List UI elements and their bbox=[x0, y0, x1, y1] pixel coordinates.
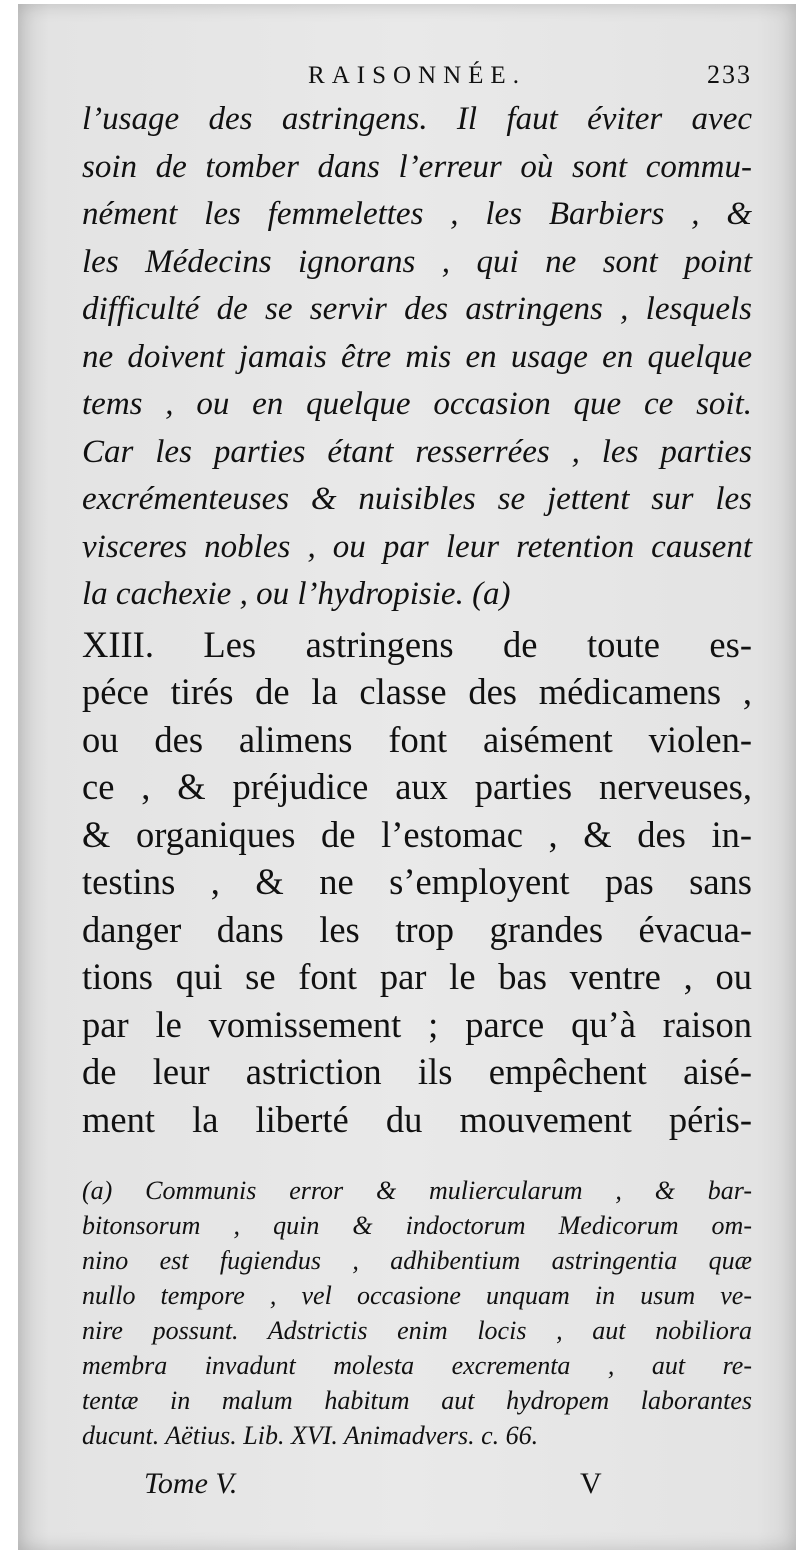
text-line: excrémenteuses & nuisibles se jettent sur les bbox=[82, 481, 752, 517]
text-line: ment la liberté du mouvement péris- bbox=[82, 1098, 752, 1140]
footnote-line: tentæ in malum habitum aut hydropem laborantes bbox=[82, 1386, 752, 1415]
signature-mark: V bbox=[580, 1467, 602, 1500]
volume-label: Tome V. bbox=[144, 1467, 238, 1500]
text-line: les Médecins ignorans , qui ne sont point bbox=[82, 243, 752, 280]
text-line: ce , & préjudice aux parties nerveuses, bbox=[82, 766, 752, 807]
footnote bbox=[82, 1173, 752, 1453]
footnote-line: nire possunt. Adstrictis enim locis , aut nobiliora bbox=[82, 1316, 752, 1345]
text-line: péce tirés de la classe des médicamens , bbox=[82, 671, 752, 712]
page-footer bbox=[82, 1461, 752, 1511]
footnote-line: membra invadunt molesta excrementa , aut re- bbox=[82, 1351, 752, 1380]
footnote-line: (a) Communis error & muliercularum , & bar- bbox=[82, 1176, 752, 1205]
text-line: testins , & ne s’employent pas sans bbox=[82, 861, 752, 902]
text-line: ne doivent jamais être mis en usage en quelque bbox=[82, 338, 752, 375]
text-line: de leur astriction ils empêchent aisé- bbox=[82, 1051, 752, 1092]
footnote-line: nino est fugiendus , adhibentium astringentia quæ bbox=[82, 1246, 752, 1275]
text-line: visceres nobles , ou par leur retention causent bbox=[82, 528, 752, 565]
italic-paragraph bbox=[82, 96, 752, 619]
text-line: difficulté de se servir des astringens , lesquels bbox=[82, 291, 752, 327]
text-line: ou des alimens font aisément violen- bbox=[82, 718, 752, 760]
page-header bbox=[82, 52, 752, 96]
footnote-line: bitonsorum , quin & indoctorum Medicorum om- bbox=[82, 1211, 752, 1240]
text-line: XIII. Les astringens de toute es- bbox=[82, 623, 752, 665]
text-line: la cachexie , ou l’hydropisie. (a) bbox=[82, 576, 511, 612]
text-line: tions qui se font par le bas ventre , ou bbox=[82, 956, 752, 997]
text-line: Car les parties étant resserrées , les parties bbox=[82, 433, 752, 470]
text-line: tems , ou en quelque occasion que ce soit. bbox=[82, 386, 752, 422]
text-line: l’usage des astringens. Il faut éviter avec bbox=[82, 101, 752, 137]
text-line: par le vomissement ; parce qu’à raison bbox=[82, 1003, 752, 1045]
text-line: nément les femmelettes , les Barbiers , & bbox=[82, 196, 752, 232]
text-line: danger dans les trop grandes évacua- bbox=[82, 908, 752, 950]
footnote-line: ducunt. Aëtius. Lib. XVI. Animadvers. c. 66. bbox=[82, 1421, 539, 1450]
page-number: 233 bbox=[707, 60, 752, 89]
book-page bbox=[18, 4, 796, 1550]
running-head: RAISONNÉE. bbox=[308, 62, 526, 89]
footnote-line: nullo tempore , vel occasione unquam in usum ve- bbox=[82, 1281, 752, 1310]
text-line: & organiques de l’estomac , & des in- bbox=[82, 813, 752, 855]
section-xiii-paragraph bbox=[82, 621, 752, 1144]
page-content bbox=[82, 52, 752, 1511]
text-line: soin de tomber dans l’erreur où sont commu- bbox=[82, 148, 752, 185]
